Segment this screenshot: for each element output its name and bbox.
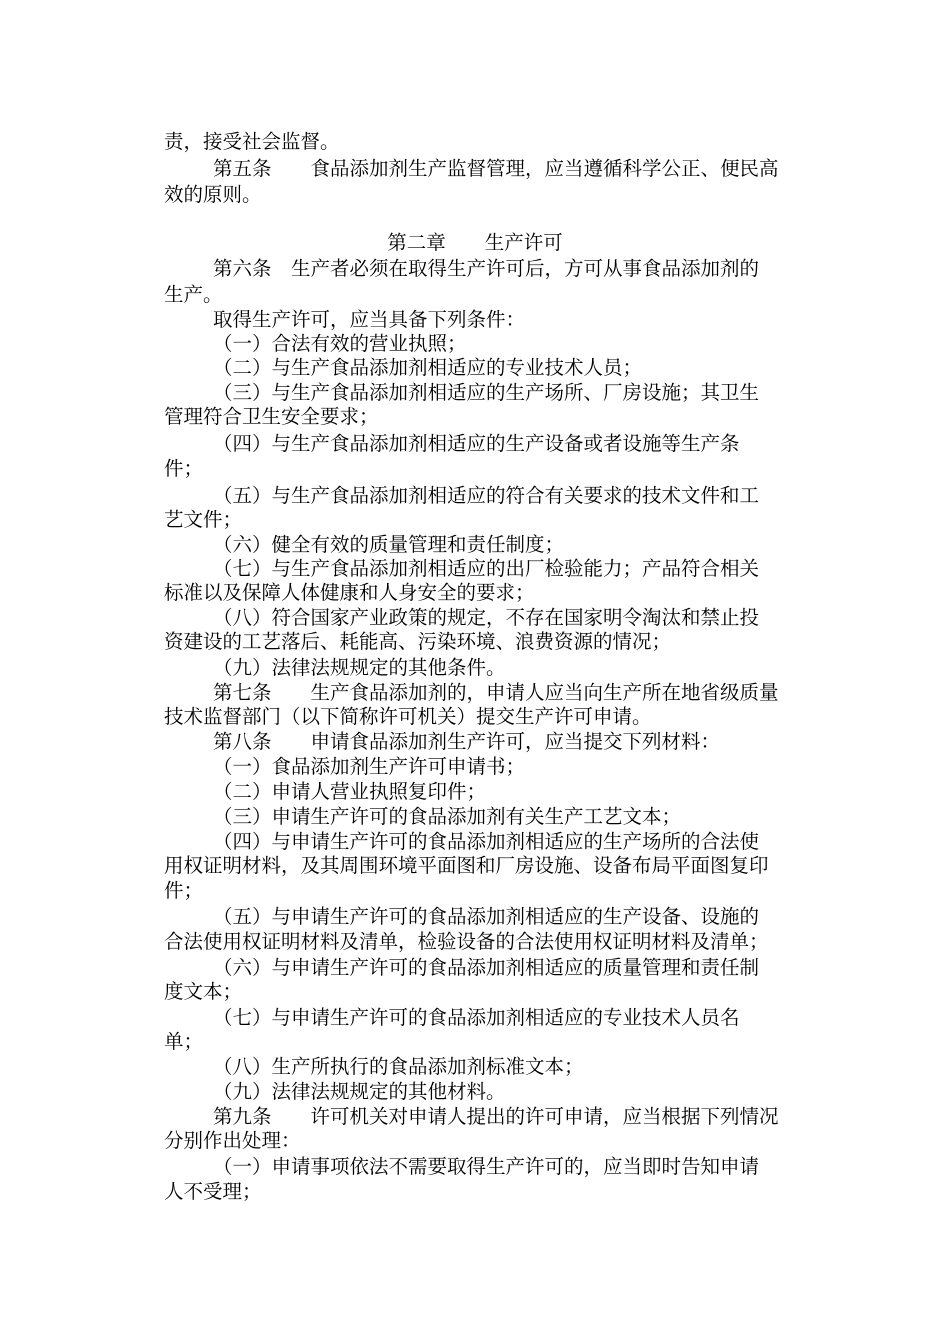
text-line: （二）与生产食品添加剂相适应的专业技术人员； xyxy=(213,356,643,379)
text-line: （一）食品添加剂生产许可申请书； xyxy=(213,755,526,778)
text-line: 生产。 xyxy=(164,283,223,306)
text-line: 第八条 申请食品添加剂生产许可，应当提交下列材料： xyxy=(213,730,721,753)
text-line: （一）申请事项依法不需要取得生产许可的，应当即时告知申请 xyxy=(213,1155,760,1178)
text-line: 管理符合卫生安全要求； xyxy=(164,405,379,428)
text-line: （六）与申请生产许可的食品添加剂相适应的质量管理和责任制 xyxy=(213,956,760,979)
text-line: （六）健全有效的质量管理和责任制度； xyxy=(213,533,565,556)
text-line: （三）与生产食品添加剂相适应的生产场所、厂房设施；其卫生 xyxy=(213,381,760,404)
text-line: 艺文件； xyxy=(164,508,243,531)
text-line: 用权证明材料，及其周围环境平面图和厂房设施、设备布局平面图复印 xyxy=(164,854,769,877)
text-line: （四）与生产食品添加剂相适应的生产设备或者设施等生产条 xyxy=(213,432,740,455)
text-line: （三）申请生产许可的食品添加剂有关生产工艺文本； xyxy=(213,805,682,828)
text-line: 件； xyxy=(164,879,204,902)
text-line: 合法使用权证明材料及清单，检验设备的合法使用权证明材料及清单； xyxy=(164,930,769,953)
text-line: （五）与生产食品添加剂相适应的符合有关要求的技术文件和工 xyxy=(213,484,760,507)
text-line: （七）与生产食品添加剂相适应的出厂检验能力；产品符合相关 xyxy=(213,557,760,580)
text-line: （七）与申请生产许可的食品添加剂相适应的专业技术人员名 xyxy=(213,1006,740,1029)
text-line: （八）符合国家产业政策的规定，不存在国家明令淘汰和禁止投 xyxy=(213,606,760,629)
text-line: 人不受理； xyxy=(164,1180,262,1203)
text-line: （八）生产所执行的食品添加剂标准文本； xyxy=(213,1055,584,1078)
text-line: 责，接受社会监督。 xyxy=(164,130,340,153)
text-line: （四）与申请生产许可的食品添加剂相适应的生产场所的合法使 xyxy=(213,830,760,853)
text-line: 第七条 生产食品添加剂的，申请人应当向生产所在地省级质量 xyxy=(213,681,779,704)
text-line: （五）与申请生产许可的食品添加剂相适应的生产设备、设施的 xyxy=(213,905,760,928)
text-line: 标准以及保障人体健康和人身安全的要求； xyxy=(164,581,535,604)
text-line: （九）法律法规规定的其他条件。 xyxy=(213,656,506,679)
text-line: 分别作出处理： xyxy=(164,1129,301,1152)
text-line: （九）法律法规规定的其他材料。 xyxy=(213,1080,506,1103)
text-line: 技术监督部门（以下简称许可机关）提交生产许可申请。 xyxy=(164,705,652,728)
chapter-heading: 第二章 生产许可 xyxy=(387,231,563,254)
text-line: 件； xyxy=(164,457,204,480)
text-line: 效的原则。 xyxy=(164,183,262,206)
text-line: 第五条 食品添加剂生产监督管理，应当遵循科学公正、便民高 xyxy=(213,157,779,180)
text-line: 单； xyxy=(164,1030,204,1053)
text-line: （一）合法有效的营业执照； xyxy=(213,332,467,355)
text-line: 第九条 许可机关对申请人提出的许可申请，应当根据下列情况 xyxy=(213,1105,779,1128)
text-line: 资建设的工艺落后、耗能高、污染环境、浪费资源的情况； xyxy=(164,630,672,653)
text-line: （二）申请人营业执照复印件； xyxy=(213,780,487,803)
text-line: 第六条 生产者必须在取得生产许可后，方可从事食品添加剂的 xyxy=(213,257,760,280)
text-line: 取得生产许可，应当具备下列条件： xyxy=(213,308,526,331)
text-line: 度文本； xyxy=(164,980,243,1003)
